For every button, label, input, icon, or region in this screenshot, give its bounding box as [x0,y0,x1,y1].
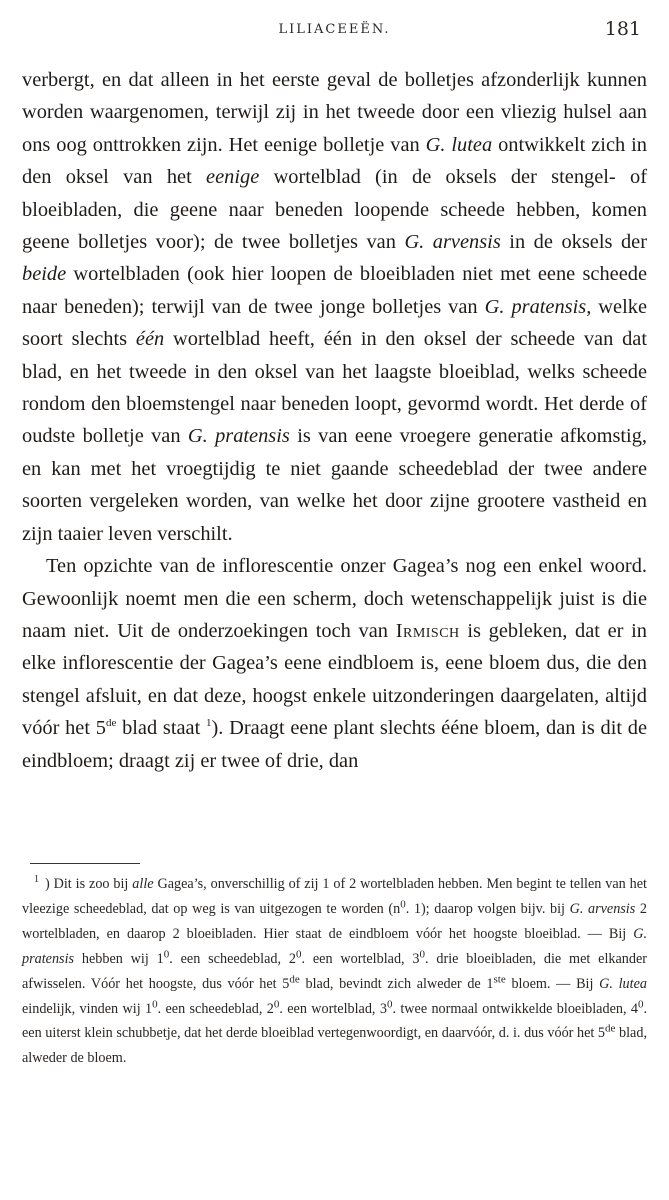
superscript: 0 [419,947,426,960]
text-run: wortelblad (in de oksels der stengel- of bloeibladen, die geene naar beneden loopende scheede hebben, komen geene bolletjes voor); de twee bolletjes van [22,166,648,254]
text-run: eindelijk, vinden wij 1 [22,1000,153,1017]
page-number: 181 [604,18,641,40]
text-run: . een wortelblad, 3 [301,950,420,967]
main-text [22,64,647,777]
text-run: blad, alweder de bloem. [22,1025,647,1067]
italic-run: eenige [206,166,260,189]
text-run: is van eene vroegere generatie afkomstig, en kan met het vroegtijdig te niet gaande scheedeblad der twee andere soorten vergeleken worden, van welke het door zijne grootere vastheid en zijn taaier leven verschilt. [22,425,648,545]
page-header [0,18,669,48]
text-run: bloem. — Bij [505,975,600,992]
superscript: 0 [637,997,644,1010]
italic-run: G. pratensis, [484,295,592,318]
italic-run: G. pratensis [22,925,647,967]
italic-run: G. lutea [599,975,647,992]
text-run: in de oksels der [500,231,647,254]
text-run: blad, bevindt zich alweder de 1 [299,975,494,992]
superscript: de [605,1022,616,1035]
text-run: . een scheedeblad, 2 [157,1000,274,1017]
text-run: . een scheedeblad, 2 [169,950,296,967]
text-run: is gebleken, dat er in elke inflorescentie der Gagea’s eene eindbloem is, eene bloem dus, die den stengel afsluit, en dat deze, hoogst enkele uitzonderingen daargelaten, altijd vóór het 5 [22,619,647,740]
text-run: wortelbladen (ook hier loopen de bloeibladen niet met eene scheede naar beneden); terwijl van de twee jonge bolletjes van [22,263,647,318]
footnote [22,872,647,1071]
superscript: de [289,972,300,985]
text-run: hebben wij 1 [74,950,164,967]
text-run: welke soort slechts [22,295,647,351]
running-title: LILIACEEËN. [278,22,391,37]
text-run: . drie bloeibladen, die met elkander afwisselen. Vóór het hoogste, dus vóór het 5 [22,950,647,992]
text-run: 2 wortelbladen, en daarop 2 bloeibladen. Hier staat de eindbloem vóór het hoogste bloeiblad. — Bij [22,900,647,942]
text-run: verbergt, en dat alleen in het eerste geval de bolletjes afzonderlijk kunnen worden waargenomen, terwijl zij in het tweede door een vliezig hulsel aan ons oog onttrokken zijn. Het eenige bolletje van [22,69,647,156]
italic-run: beide [22,263,67,286]
italic-run: G. lutea [425,133,493,156]
superscript: 0 [295,947,302,960]
footnote-marker: 1 [34,874,39,886]
author-name-smallcaps: Irmisch [395,619,460,642]
superscript: 0 [386,997,393,1010]
text-run: Ten opzichte van de inflorescentie onzer Gagea’s nog een enkel woord. Gewoonlijk noemt men die een scherm, doch wetenschappelijk juist is die naam niet. Uit de onderzoekingen toch van [22,555,647,642]
text-run: Gagea’s, onverschillig of zij 1 of 2 wortelbladen hebben. Men begint te tellen van het vleezige scheedeblad, dat op weg is van uitgezogen te worden (n [22,876,647,917]
superscript: 0 [273,997,280,1010]
text-run: ) Dit is zoo bij [45,876,133,892]
paragraph-1 [22,64,647,550]
italic-run: alle [132,876,154,892]
superscript: 0 [152,997,158,1010]
italic-run: G. pratensis [187,425,290,448]
text-run: wortelblad heeft, één in den oksel der scheede van dat blad, en het tweede in den oksel van het laagste bloeiblad, welks scheede rondom den bloemstengel naar beneden loopt, gevormd wordt. Het derde of oudste bolletje van [22,328,647,448]
text-run: . 1); daarop volgen bijv. bij [405,900,570,917]
text-run: . twee normaal ontwikkelde bloeibladen, 4 [392,1000,638,1017]
paragraph-2 [22,550,647,777]
footnote-divider [30,863,140,864]
text-run: . een wortelblad, 3 [279,1000,387,1017]
footnote-reference: 1 [206,717,212,730]
text-run: ontwikkelt zich in den oksel van het [22,133,647,189]
italic-run: één [135,328,165,351]
text-run: blad staat [116,717,207,740]
italic-run: G. arvensis [404,231,501,254]
italic-run: G. arvensis [569,900,636,917]
superscript: 0 [400,898,406,911]
superscript: 0 [163,947,170,960]
superscript: ste [493,972,506,985]
superscript: de [105,717,117,730]
text-run: . een uiterst klein schubbetje, dat het derde bloeiblad vertegenwoordigt, en daarvóór, d. i. dus vóór het 5 [22,1000,648,1042]
text-run: ). Draagt eene plant slechts ééne bloem, dan is dit de eindbloem; draagt zij er twee of drie, dan [22,717,648,772]
